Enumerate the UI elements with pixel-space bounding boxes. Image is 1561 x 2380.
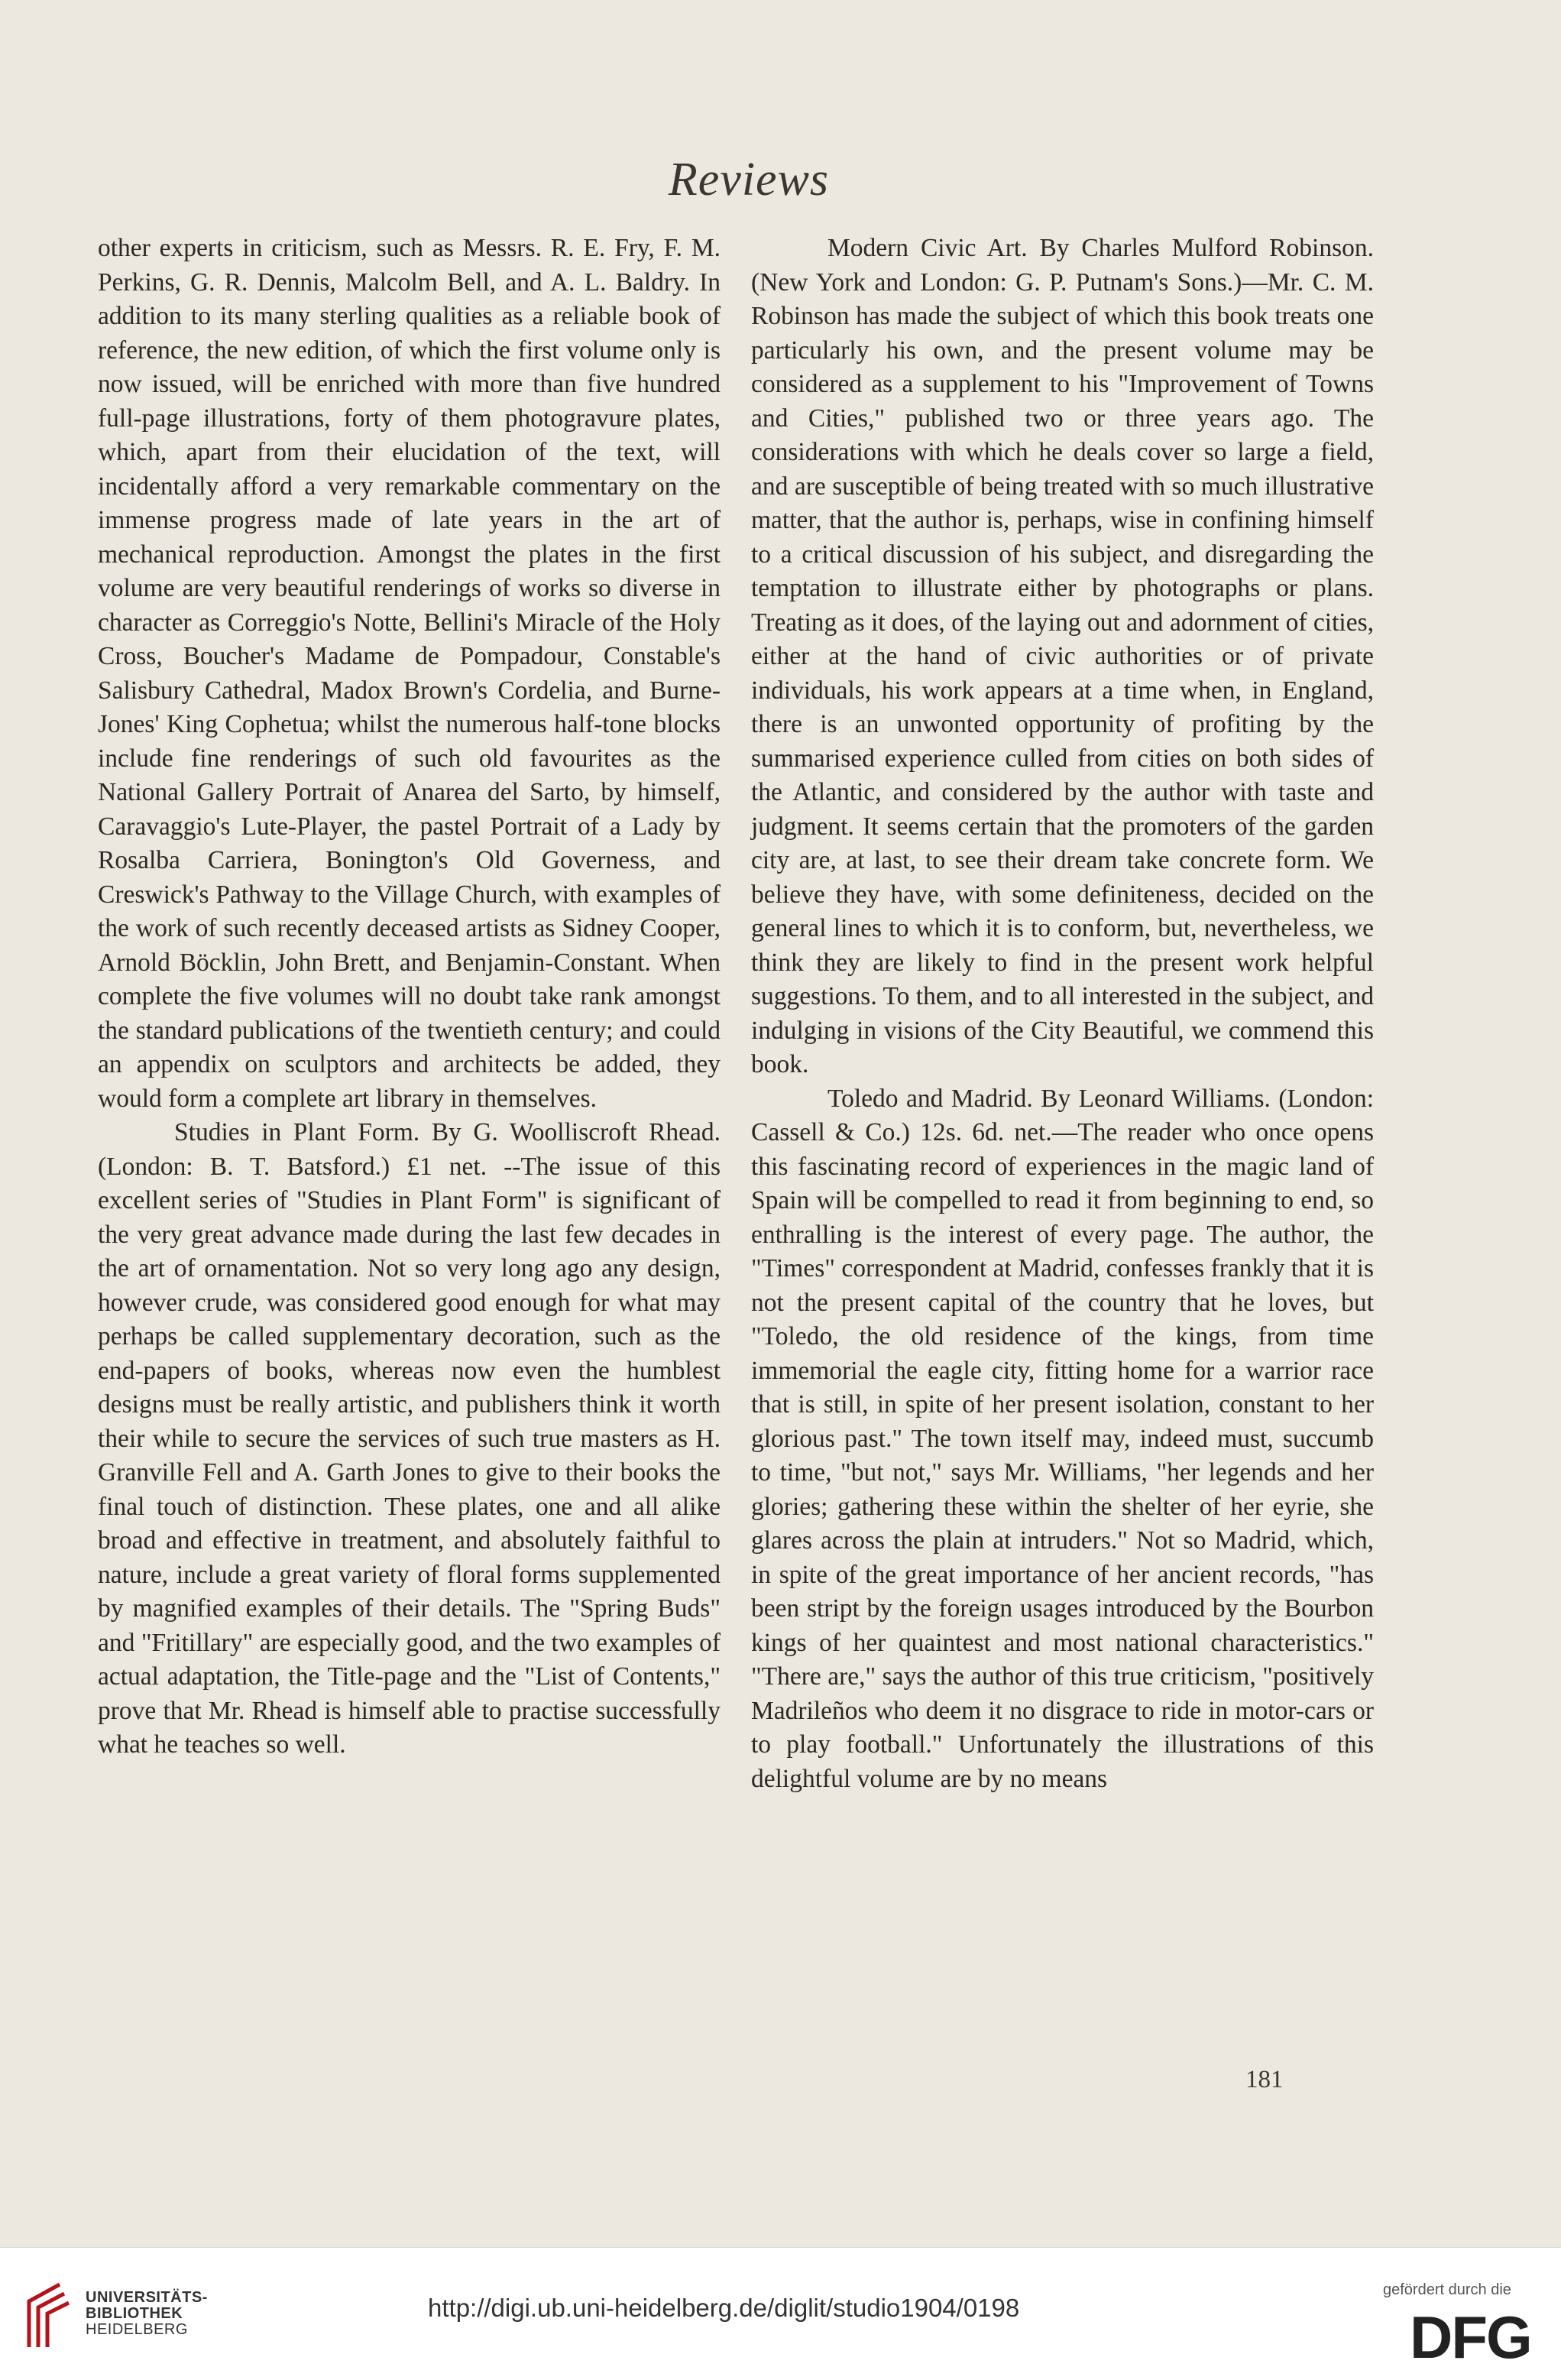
library-name-line: UNIVERSITÄTS- (86, 2289, 208, 2306)
review-paragraph: other experts in criticism, such as Messrs. R. E. Fry, F. M. Perkins, G. R. Dennis, Malcolm Bell, and A. L. Baldry. In addition to its many sterling qualities as a reliable book of reference, the new edition, of which the first volume only is now issued, will be enriched with more than five hundred full-page illustrations, forty of them photogravure plates, which, apart from their elucidation of the text, will incidentally afford a very remarkable commentary on the immense progress made of late years in the art of mechanical reproduction. Amongst the plates in the first volume are very beautiful renderings of works so diverse in character as Correggio's Notte, Bellini's Miracle of the Holy Cross, Boucher's Madame de Pompadour, Constable's Salisbury Cathedral, Madox Brown's Cordelia, and Burne-Jones' King Cophetua; whilst the numerous half-tone blocks include fine renderings of such old favourites as the National Gallery Portrait of Anarea del Sarto, by himself, Caravaggio's Lute-Player, the pastel Portrait of a Lady by Rosalba Carriera, Bonington's Old Governess, and Creswick's Pathway to the Village Church, with examples of the work of such recently deceased artists as Sidney Cooper, Arnold Böcklin, John Brett, and Benjamin-Constant. When complete the five volumes will no doubt take rank amongst the standard publications of the twentieth century; and could an appendix on sculptors and architects be added, they would form a complete art library in themselves. (98, 234, 721, 1113)
digitization-footer (0, 2247, 1561, 2380)
library-name-line: BIBLIOTHEK (86, 2305, 183, 2322)
permalink-url[interactable]: http://digi.ub.uni-heidelberg.de/diglit/studio1904/0198 (428, 2294, 1020, 2322)
page-number: 181 (1245, 2066, 1284, 2093)
library-name (86, 2290, 208, 2338)
review-paragraph: Toledo and Madrid. By Leonard Williams. (London: Cassell & Co.) 12s. 6d. net.—The reader who once opens this fascinating record of experiences in the magic land of Spain will be compelled to read it from beginning to end, so enthralling is the interest of every page. The author, the "Times" correspondent at Madrid, confesses frankly that it is not the present capital of the country that he loves, but "Toledo, the old residence of the kings, from time immemorial the eagle city, fitting home for a warrior race that is still, in spite of her present isolation, constant to her glorious past." The town itself may, indeed must, succumb to time, "but not," says Mr. Williams, "her legends and her glories; gathering these within the shelter of her eyrie, she glares across the plain at intruders." Not so Madrid, which, in spite of the great importance of her ancient records, "has been stript by the foreign usages introduced by the Bourbon kings of her quaintest and most national characteristics." "There are," says the author of this true criticism, "positively Madrileños who deem it no disgrace to ride in motor-cars or to play football." Unfortunately the illustrations of this delightful volume are by no means (751, 1084, 1374, 1793)
right-column (751, 232, 1374, 1796)
library-name-line: HEIDELBERG (86, 2321, 188, 2338)
sponsor-caption: gefördert durch die (1383, 2281, 1511, 2298)
library-logo-icon (21, 2278, 72, 2352)
dfg-logo: DFG (1410, 2304, 1531, 2371)
review-paragraph: Modern Civic Art. By Charles Mulford Robinson. (New York and London: G. P. Putnam's Sons.)—Mr. C. M. Robinson has made the subject of which this book treats one particularly his own, and the present volume may be considered as a supplement to his "Improvement of Towns and Cities," published two or three years ago. The considerations with which he deals cover so large a field, and are susceptible of being treated with so much illustrative matter, that the author is, perhaps, wise in confining himself to a critical discussion of his subject, and disregarding the temptation to illustrate either by photographs or plans. Treating as it does, of the laying out and adornment of cities, either at the hand of civic authorities or of private individuals, his work appears at a time when, in England, there is an unwonted opportunity of profiting by the summarised experience culled from cities on both sides of the Atlantic, and considered by the author with taste and judgment. It seems certain that the promoters of the garden city are, at last, to see their dream take concrete form. We believe they have, with some definiteness, decided on the general lines to which it is to conform, but, nevertheless, we think they are likely to find in the present work helpful suggestions. To them, and to all interested in the subject, and indulging in visions of the City Beautiful, we commend this book. (751, 234, 1374, 1078)
running-title: Reviews (668, 154, 830, 206)
review-paragraph: Studies in Plant Form. By G. Woolliscroft Rhead. (London: B. T. Batsford.) £1 net. --The issue of this excellent series of "Studies in Plant Form" is significant of the very great advance made during the last few decades in the art of ornamentation. Not so very long ago any design, however crude, was considered good enough for what may perhaps be called supplementary decoration, such as the end-papers of books, whereas now even the humblest designs must be really artistic, and publishers think it worth their while to secure the services of such true masters as H. Granville Fell and A. Garth Jones to give to their books the final touch of distinction. These plates, one and all alike broad and effective in treatment, and absolutely faithful to nature, include a great variety of floral forms supplemented by magnified examples of their details. The "Spring Buds" and "Fritillary" are especially good, and the two examples of actual adaptation, the Title-page and the "List of Contents," prove that Mr. Rhead is himself able to practise successfully what he teaches so well. (98, 1118, 721, 1759)
left-column (98, 232, 721, 1762)
